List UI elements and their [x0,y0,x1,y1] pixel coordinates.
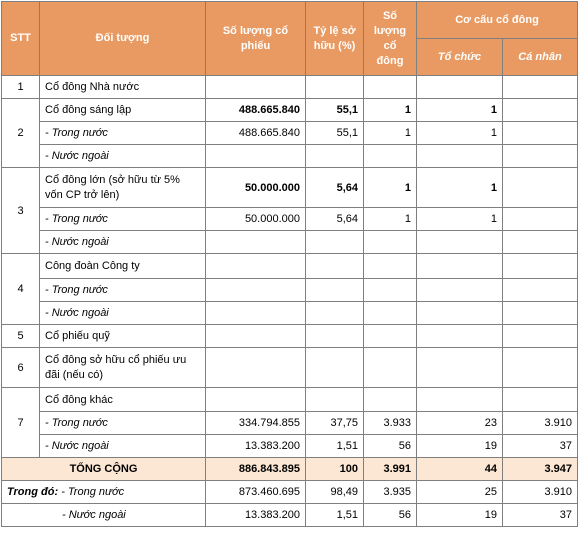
total-pct: 100 [306,458,364,481]
row-org [417,279,503,302]
table-row [2,231,578,254]
row-ind [503,122,578,145]
table-row [2,168,578,208]
header-to-chuc: Tổ chức [417,39,503,76]
row-shares: 488.665.840 [206,99,306,122]
row-org: 23 [417,412,503,435]
table-row [2,76,578,99]
table-row [2,279,578,302]
row-org [417,302,503,325]
row-shares [206,76,306,99]
table-row [2,145,578,168]
row-name: - Nước ngoài [40,302,206,325]
of-which-foreign-pct: 1,51 [306,504,364,527]
row-count: 1 [364,99,417,122]
of-which-foreign-name: - Nước ngoài [2,504,206,527]
row-org [417,325,503,348]
row-pct [306,145,364,168]
row-ind [503,254,578,279]
row-stt: 3 [2,168,40,254]
row-name: - Nước ngoài [40,231,206,254]
row-shares: 50.000.000 [206,208,306,231]
row-shares: 488.665.840 [206,122,306,145]
row-shares: 334.794.855 [206,412,306,435]
row-org [417,254,503,279]
row-shares: 50.000.000 [206,168,306,208]
row-pct [306,388,364,412]
header-co-cau-co-dong: Cơ cấu cổ đông [417,2,578,39]
row-count [364,76,417,99]
row-stt: 4 [2,254,40,325]
row-count [364,254,417,279]
row-ind [503,168,578,208]
row-shares [206,145,306,168]
total-row [2,458,578,481]
row-org [417,76,503,99]
table-row [2,302,578,325]
header-doi-tuong: Đối tượng [40,2,206,76]
row-name: Công đoàn Công ty [40,254,206,279]
of-which-foreign-shares: 13.383.200 [206,504,306,527]
row-org: 1 [417,99,503,122]
row-stt: 6 [2,348,40,388]
row-name: - Trong nước [40,208,206,231]
of-which-foreign-org: 19 [417,504,503,527]
row-ind [503,348,578,388]
table-row [2,122,578,145]
row-ind [503,231,578,254]
of-which-domestic-cell [2,481,206,504]
table-row [2,388,578,412]
row-pct [306,231,364,254]
total-label: TỔNG CỘNG [2,458,206,481]
row-name: Cổ đông khác [40,388,206,412]
row-ind [503,208,578,231]
row-shares [206,231,306,254]
table-row [2,435,578,458]
row-count [364,279,417,302]
table-row [2,99,578,122]
row-ind [503,302,578,325]
row-name: Cổ đông sở hữu cổ phiếu ưu đãi (nếu có) [40,348,206,388]
row-shares [206,302,306,325]
row-count [364,231,417,254]
row-stt: 7 [2,388,40,458]
header-stt: STT [2,2,40,76]
row-pct: 55,1 [306,122,364,145]
row-ind [503,388,578,412]
row-org [417,145,503,168]
table-row [2,254,578,279]
row-name: - Nước ngoài [40,145,206,168]
row-name: - Nước ngoài [40,435,206,458]
row-pct: 37,75 [306,412,364,435]
row-pct [306,325,364,348]
row-org: 1 [417,122,503,145]
table-row [2,325,578,348]
row-stt: 5 [2,325,40,348]
row-ind [503,325,578,348]
row-pct: 5,64 [306,208,364,231]
of-which-foreign-ind: 37 [503,504,578,527]
row-shares: 13.383.200 [206,435,306,458]
row-stt: 1 [2,76,40,99]
row-org: 1 [417,208,503,231]
of-which-foreign-count: 56 [364,504,417,527]
row-ind: 37 [503,435,578,458]
row-org [417,348,503,388]
row-pct [306,254,364,279]
total-count: 3.991 [364,458,417,481]
of-which-domestic-ind: 3.910 [503,481,578,504]
row-count: 3.933 [364,412,417,435]
row-pct: 55,1 [306,99,364,122]
row-shares [206,348,306,388]
row-shares [206,325,306,348]
of-which-domestic-row [2,481,578,504]
of-which-domestic-name: - Trong nước [61,486,125,498]
of-which-domestic-pct: 98,49 [306,481,364,504]
of-which-domestic-count: 3.935 [364,481,417,504]
table-row [2,348,578,388]
row-name: - Trong nước [40,412,206,435]
row-count: 1 [364,168,417,208]
row-count: 1 [364,208,417,231]
row-count [364,388,417,412]
of-which-domestic-org: 25 [417,481,503,504]
row-name: Cổ đông Nhà nước [40,76,206,99]
table-row [2,208,578,231]
shareholder-structure-table [1,1,578,527]
row-name: - Trong nước [40,279,206,302]
row-ind [503,99,578,122]
of-which-label: Trong đó: [7,486,59,498]
header-so-luong-co-dong: Số lượng cổ đông [364,2,417,76]
row-pct [306,279,364,302]
row-pct [306,76,364,99]
row-stt: 2 [2,99,40,168]
row-name: Cổ đông lớn (sở hữu từ 5% vốn CP trở lên) [40,168,206,208]
row-count [364,325,417,348]
row-ind [503,145,578,168]
row-count: 56 [364,435,417,458]
row-pct: 5,64 [306,168,364,208]
header-ca-nhan: Cá nhân [503,39,578,76]
row-name: Cổ phiếu quỹ [40,325,206,348]
row-count: 1 [364,122,417,145]
row-name: - Trong nước [40,122,206,145]
row-pct [306,348,364,388]
row-org: 19 [417,435,503,458]
row-org [417,231,503,254]
row-ind [503,76,578,99]
total-org: 44 [417,458,503,481]
row-count [364,145,417,168]
header-ty-le-so-huu: Tỷ lệ sở hữu (%) [306,2,364,76]
row-org [417,388,503,412]
row-count [364,302,417,325]
row-pct [306,302,364,325]
row-ind [503,279,578,302]
of-which-domestic-shares: 873.460.695 [206,481,306,504]
row-shares [206,388,306,412]
row-shares [206,254,306,279]
table-row [2,412,578,435]
header-so-luong-co-phieu: Số lượng cổ phiếu [206,2,306,76]
row-shares [206,279,306,302]
row-pct: 1,51 [306,435,364,458]
total-ind: 3.947 [503,458,578,481]
row-name: Cổ đông sáng lập [40,99,206,122]
total-shares: 886.843.895 [206,458,306,481]
row-count [364,348,417,388]
of-which-foreign-row [2,504,578,527]
row-ind: 3.910 [503,412,578,435]
row-org: 1 [417,168,503,208]
